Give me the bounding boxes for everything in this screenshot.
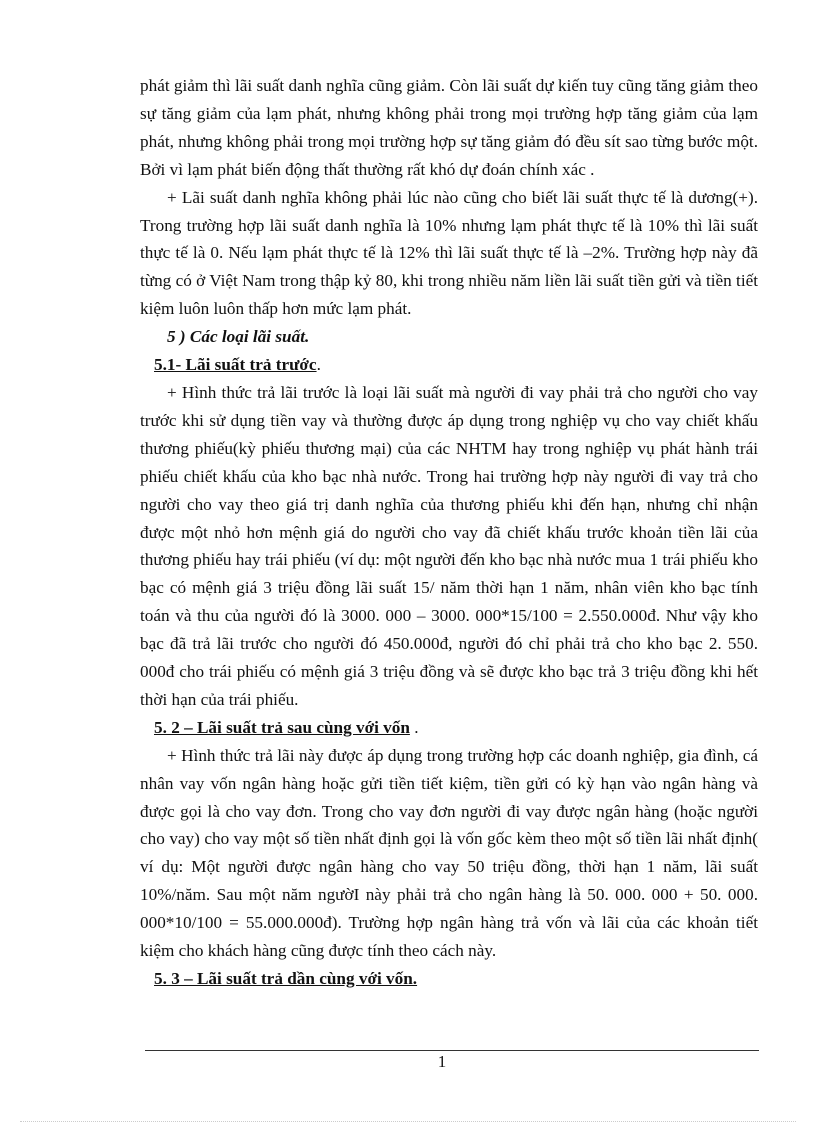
subheading-5-3-container xyxy=(140,965,758,993)
page-number: 1 xyxy=(437,1052,447,1071)
paragraph-inflation-expected-rate: phát giảm thì lãi suất danh nghĩa cũng giảm. Còn lãi suất dự kiến tuy cũng tăng giảm theo sự tăng giảm của lạm phát, nhưng không phải trong mọi trường hợp tăng giảm của lạm phát, nhưng không phải trong mọi trường hợp sự tăng giảm đó đều sít sao từng bước một. Bởi vì lạm phát biến động thất thường rất khó dự đoán chính xác . xyxy=(140,76,758,179)
section-heading-interest-types: 5 ) Các loại lãi suất. xyxy=(167,327,310,347)
paragraph-postpaid-interest: + Hình thức trả lãi này được áp dụng trong trường hợp các doanh nghiệp, gia đình, cá nhân vay vốn ngân hàng hoặc gửi tiền tiết kiệm, tiền gửi có kỳ hạn vào ngân hàng và được gọi là cho vay đơn. Trong cho vay đơn người đi vay được ngân hàng (hoặc người cho vay) cho vay một số tiền nhất định gọi là vốn gốc kèm theo một số tiền lãi nhất định( ví dụ: Một người được ngân hàng cho vay 50 triệu đồng, thời hạn 1 năm, lãi suất 10%/năm. Sau một năm ngườI này phải trả cho ngân hàng là 50. 000. 000 + 50. 000. 000*10/100 = 55.000.000đ). Trường hợp ngân hàng trả vốn và lãi của các khoản tiết kiệm cho khách hàng cũng được tính theo cách này. xyxy=(140,745,758,961)
paragraph-prepaid-interest: + Hình thức trả lãi trước là loại lãi suất mà người đi vay phải trả cho người cho vay trước khi sử dụng tiền vay và thường được áp dụng trong nghiệp vụ cho vay chiết khấu thương phiếu(kỳ phiếu thương mại) của các NHTM hay trong nghiệp vụ phát hành trái phiếu chiết khấu của kho bạc nhà nước. Trong hai trường hợp này người đi vay trả cho người cho vay theo giá trị danh nghĩa của thương phiếu khi đến hạn, nhưng chỉ nhận được một nhỏ hơn mệnh giá do người cho vay đã chiết khấu trước khoản tiền lãi của thương phiếu hay trái phiếu (ví dụ: một người đến kho bạc nhà nước mua 1 trái phiếu kho bạc có mệnh giá 3 triệu đồng lãi suất 15/ năm thời hạn 1 năm, nhân viên kho bạc tính toán và thu của người đó là 3000. 000 – 3000. 000*15/100 = 2.550.000đ. Như vậy kho bạc đã trả lãi trước cho người đó 450.000đ, người đó chỉ phải trả cho kho bạc 2. 550. 000đ cho trái phiếu có mệnh giá 3 triệu đồng và sẽ được kho bạc trả 3 triệu đồng khi hết thời hạn của trái phiếu. xyxy=(140,382,758,709)
subheading-5-3: 5. 3 – Lãi suất trả dần cùng với vốn. xyxy=(154,969,418,988)
paragraph-nominal-vs-real-rate: + Lãi suất danh nghĩa không phải lúc nào cũng cho biết lãi suất thực tế là dương(+). Trong trường hợp lãi suất danh nghĩa là 10% nhưng lạm phát thực tế là 10% thì lãi suất thực tế là 0. Nếu lạm phát thực tế là 12% thì lãi suất thực tế là –2%. Trường hợp này đã từng có ở Việt Nam trong thập kỷ 80, khi trong nhiều năm liền lãi suất tiền gửi và tiền tiết kiệm luôn luôn thấp hơn mức lạm phát. xyxy=(140,187,758,319)
subheading-5-2-container xyxy=(140,714,758,742)
subheading-5-1-container xyxy=(140,351,758,379)
document-body xyxy=(140,72,758,993)
footer-divider xyxy=(145,1050,759,1051)
subheading-5-1-suffix: . xyxy=(316,355,321,375)
subheading-5-2: 5. 2 – Lãi suất trả sau cùng với vốn xyxy=(154,717,410,737)
subheading-5-2-suffix: . xyxy=(409,717,419,737)
page-bottom-dotted-line xyxy=(20,1121,796,1122)
subheading-5-1: 5.1- Lãi suất trả trước xyxy=(154,355,317,375)
